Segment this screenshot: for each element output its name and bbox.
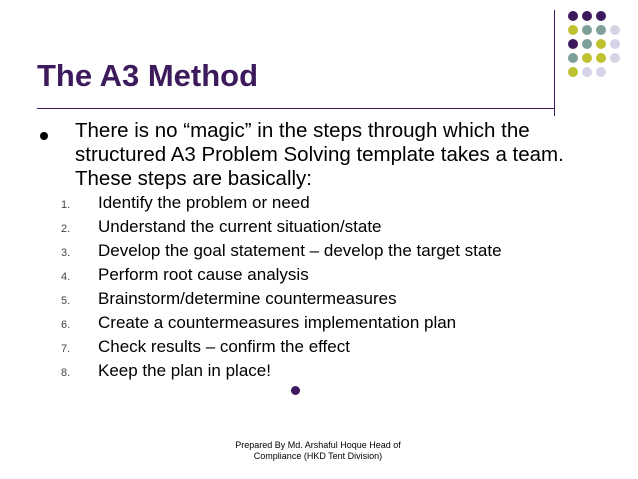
slide-footer bbox=[200, 440, 436, 462]
decorative-dot bbox=[596, 39, 606, 49]
step-number: 3. bbox=[61, 247, 71, 259]
title-underline bbox=[37, 108, 554, 109]
decorative-dot bbox=[568, 53, 578, 63]
decorative-dot bbox=[568, 25, 578, 35]
decorative-dot bbox=[568, 39, 578, 49]
small-bullet-icon bbox=[291, 386, 300, 395]
step-text: Identify the problem or need bbox=[98, 193, 310, 212]
decorative-dot bbox=[582, 25, 592, 35]
step-number: 6. bbox=[61, 319, 71, 331]
decorative-dot bbox=[568, 67, 578, 77]
step-number: 4. bbox=[61, 271, 71, 283]
slide-title: The A3 Method bbox=[37, 58, 259, 93]
decorative-dot bbox=[610, 53, 620, 63]
step-number: 1. bbox=[61, 199, 71, 211]
step-text: Understand the current situation/state bbox=[98, 217, 382, 236]
decorative-dot bbox=[596, 25, 606, 35]
decorative-dot bbox=[582, 53, 592, 63]
step-text: Perform root cause analysis bbox=[98, 265, 309, 284]
footer-line: Prepared By Md. Arshaful Hoque Head of bbox=[235, 440, 401, 450]
step-number: 2. bbox=[61, 223, 71, 235]
step-text: Keep the plan in place! bbox=[98, 361, 271, 380]
bullet-icon bbox=[40, 132, 48, 140]
step-number: 7. bbox=[61, 343, 71, 355]
decorative-dot bbox=[610, 39, 620, 49]
footer-line: Compliance (HKD Tent Division) bbox=[253, 451, 383, 461]
decorative-dot bbox=[582, 39, 592, 49]
decorative-dot bbox=[582, 67, 592, 77]
step-text: Brainstorm/determine countermeasures bbox=[98, 289, 397, 308]
decorative-dot bbox=[596, 67, 606, 77]
decorative-dot bbox=[596, 53, 606, 63]
decorative-dot bbox=[568, 11, 578, 21]
step-number: 5. bbox=[61, 295, 71, 307]
step-number: 8. bbox=[61, 367, 71, 379]
step-text: Check results – confirm the effect bbox=[98, 337, 350, 356]
decorative-dot bbox=[582, 11, 592, 21]
intro-paragraph: There is no “magic” in the steps through which the structured A3 Problem Solving template takes a team. These steps are basically: bbox=[75, 119, 564, 190]
decorative-dot bbox=[610, 25, 620, 35]
vertical-accent-line bbox=[554, 10, 555, 116]
step-text: Create a countermeasures implementation plan bbox=[98, 313, 457, 332]
decorative-dot bbox=[596, 11, 606, 21]
step-text: Develop the goal statement – develop the target state bbox=[98, 241, 502, 260]
